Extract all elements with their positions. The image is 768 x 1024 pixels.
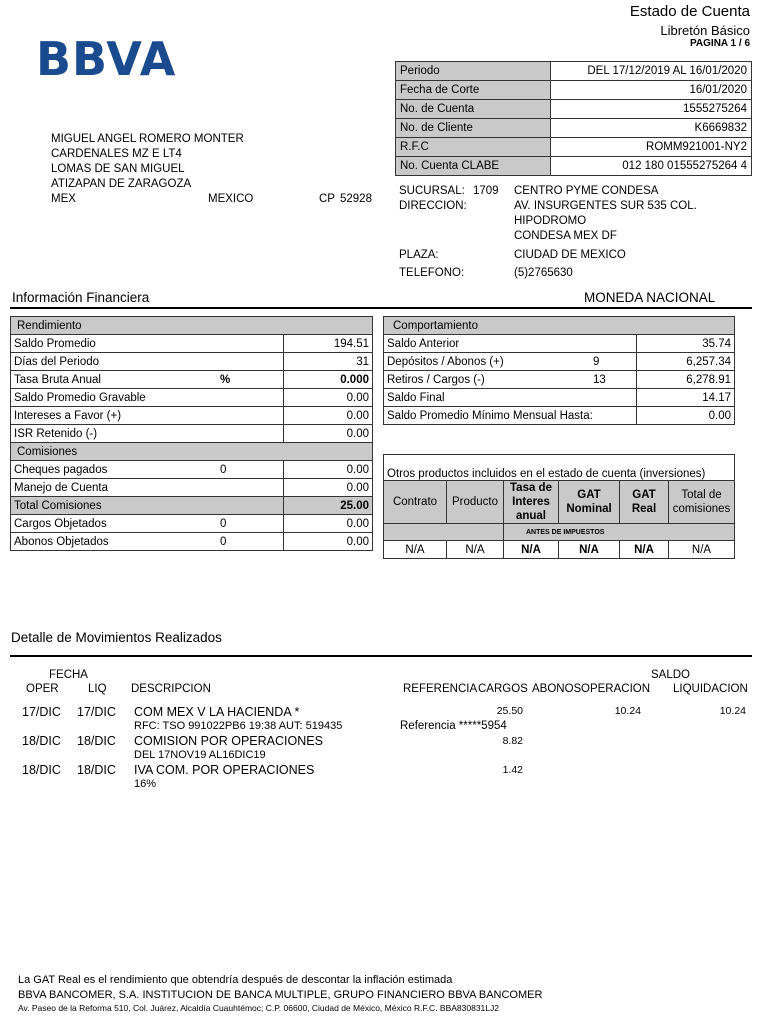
fin-value: 6,278.91 [637, 371, 735, 389]
branch-telefono: (5)2765630 [514, 267, 573, 279]
summary-label: Fecha de Corte [396, 81, 551, 100]
antes-impuestos: ANTES DE IMPUESTOS [504, 524, 735, 541]
col-abonos: ABONOS [532, 683, 582, 695]
col-gat-real: GAT Real [620, 481, 669, 524]
address-cp: 52928 [340, 193, 372, 205]
fin-label: Tasa Bruta Anual [11, 371, 218, 389]
fin-mid: % [217, 371, 284, 389]
fin-label: Saldo Anterior [384, 335, 637, 353]
row-description-detail: RFC: TSO 991022PB6 19:38 AUT: 519435 [134, 720, 343, 732]
comportamiento-header: Comportamiento [384, 317, 735, 335]
address-municipality: ATIZAPAN DE ZARAGOZA [51, 178, 192, 190]
row-oper-date: 18/DIC [22, 734, 61, 748]
col-gat-nominal: GAT Nominal [559, 481, 620, 524]
fin-value: 0.00 [284, 389, 373, 407]
document-subtitle: Libretón Básico [660, 23, 750, 38]
col-total-comisiones: Total de comisiones [669, 481, 735, 524]
col-producto: Producto [447, 481, 504, 524]
summary-value: 012 180 01555275264 4 [551, 157, 752, 176]
branch-sucursal-name: CENTRO PYME CONDESA [514, 185, 659, 197]
col-liquidacion: LIQUIDACION [673, 683, 748, 695]
fin-value: 6,257.34 [637, 353, 735, 371]
row-description-detail: 16% [134, 778, 157, 790]
summary-value: 16/01/2020 [551, 81, 752, 100]
otros-title: Otros productos incluidos en el estado de cuenta (inversiones) [384, 455, 735, 481]
col-oper: OPER [26, 683, 59, 695]
row-description: COM MEX V LA HACIENDA * [134, 705, 300, 719]
row-cargo: 8.82 [502, 735, 523, 747]
otros-cell: N/A [384, 541, 447, 559]
fin-value: 25.00 [284, 497, 373, 515]
summary-value: DEL 17/12/2019 AL 16/01/2020 [551, 62, 752, 81]
rendimiento-header: Rendimiento [11, 317, 373, 335]
branch-plaza-label: PLAZA: [399, 249, 439, 261]
document-title: Estado de Cuenta [629, 3, 750, 20]
col-descripcion: DESCRIPCION [131, 683, 211, 695]
fin-value: 14.17 [637, 389, 735, 407]
summary-value: K6669832 [551, 119, 752, 138]
fin-label: Intereses a Favor (+) [11, 407, 284, 425]
address-state: MEXICO [208, 193, 254, 205]
fin-value: 0.00 [284, 479, 373, 497]
branch-sucursal-label: SUCURSAL: [399, 185, 465, 197]
footer-gat-note: La GAT Real es el rendimiento que obtendría después de descontar la inflación estimada [18, 974, 453, 986]
fin-value: 0.00 [637, 407, 735, 425]
branch-plaza: CIUDAD DE MEXICO [514, 249, 626, 261]
fin-label: Saldo Final [384, 389, 637, 407]
movements-title: Detalle de Movimientos Realizados [11, 630, 222, 645]
fin-value: 0.000 [284, 371, 373, 389]
branch-sucursal-number: 1709 [473, 185, 499, 197]
fin-label: Días del Periodo [11, 353, 284, 371]
summary-label: No. de Cuenta [396, 100, 551, 119]
row-oper-date: 18/DIC [22, 763, 61, 777]
fin-count: 13 [590, 371, 637, 389]
row-cargo: 1.42 [502, 764, 523, 776]
address-cp-label: CP [319, 193, 335, 205]
fin-label: Manejo de Cuenta [11, 479, 284, 497]
summary-label: No. de Cliente [396, 119, 551, 138]
col-tasa: Tasa de Interes anual [504, 481, 559, 524]
bbva-logo: BBVA [36, 32, 177, 86]
branch-direccion-label: DIRECCION: [399, 200, 467, 212]
row-description: IVA COM. POR OPERACIONES [134, 763, 315, 777]
fin-value: 0.00 [284, 515, 373, 533]
fin-label: Saldo Promedio Gravable [11, 389, 284, 407]
col-liq: LIQ [88, 683, 107, 695]
fin-value: 0.00 [284, 461, 373, 479]
fin-label: ISR Retenido (-) [11, 425, 284, 443]
branch-telefono-label: TELEFONO: [399, 267, 465, 279]
address-country: MEX [51, 193, 76, 205]
col-cargos: CARGOS [478, 683, 528, 695]
branch-direccion-line1: AV. INSURGENTES SUR 535 COL. HIPODROMO [514, 200, 697, 227]
fin-value: 194.51 [284, 335, 373, 353]
branch-direccion-line2: CONDESA MEX DF [514, 230, 617, 242]
col-saldo: SALDO [651, 669, 690, 681]
row-saldo-operacion: 10.24 [614, 705, 641, 717]
summary-label: R.F.C [396, 138, 551, 157]
summary-label: Periodo [396, 62, 551, 81]
fin-label: Depósitos / Abonos (+) [384, 353, 591, 371]
row-oper-date: 17/DIC [22, 705, 61, 719]
summary-value: 1555275264 [551, 100, 752, 119]
row-reference: Referencia *****5954 [400, 720, 507, 732]
fin-count: 9 [590, 353, 637, 371]
row-description: COMISION POR OPERACIONES [134, 734, 323, 748]
comisiones-header: Comisiones [11, 443, 373, 461]
row-liq-date: 18/DIC [77, 734, 116, 748]
fin-label: Abonos Objetados [11, 533, 218, 551]
fin-label: Cheques pagados [11, 461, 218, 479]
address-colony: LOMAS DE SAN MIGUEL [51, 163, 185, 175]
fin-label: Saldo Promedio Mínimo Mensual Hasta: [384, 407, 637, 425]
row-liq-date: 18/DIC [77, 763, 116, 777]
otros-cell: N/A [669, 541, 735, 559]
fin-value: 31 [284, 353, 373, 371]
row-liq-date: 17/DIC [77, 705, 116, 719]
col-fecha: FECHA [49, 669, 88, 681]
fin-label: Cargos Objetados [11, 515, 218, 533]
fin-label: Retiros / Cargos (-) [384, 371, 591, 389]
otros-cell: N/A [447, 541, 504, 559]
otros-cell: N/A [620, 541, 669, 559]
fin-value: 35.74 [637, 335, 735, 353]
otros-cell: N/A [559, 541, 620, 559]
fin-value: 0.00 [284, 407, 373, 425]
fin-value: 0.00 [284, 533, 373, 551]
financial-info-title: Información Financiera [12, 290, 150, 305]
row-description-detail: DEL 17NOV19 AL16DIC19 [134, 749, 266, 761]
customer-name: MIGUEL ANGEL ROMERO MONTER [51, 133, 244, 145]
fin-value: 0.00 [284, 425, 373, 443]
fin-count: 0 [217, 461, 284, 479]
fin-label: Total Comisiones [11, 497, 284, 515]
col-referencia: REFERENCIA [403, 683, 478, 695]
fin-count: 0 [217, 515, 284, 533]
fin-label: Saldo Promedio [11, 335, 284, 353]
address-street: CARDENALES MZ E LT4 [51, 148, 182, 160]
fin-count: 0 [217, 533, 284, 551]
col-operacion: OPERACION [581, 683, 651, 695]
page-number: PAGINA 1 / 6 [689, 38, 750, 49]
col-contrato: Contrato [384, 481, 447, 524]
footer-bank-address: Av. Paseo de la Reforma 510, Col. Juárez, Alcaldía Cuauhtémoc; C.P. 06600, Ciudad de México, México R.F.C. BBA830831LJ2 [18, 1003, 499, 1013]
summary-label: No. Cuenta CLABE [396, 157, 551, 176]
otros-cell: N/A [504, 541, 559, 559]
row-cargo: 25.50 [496, 705, 523, 717]
footer-bank-name: BBVA BANCOMER, S.A. INSTITUCION DE BANCA MULTIPLE, GRUPO FINANCIERO BBVA BANCOMER [18, 989, 543, 1001]
summary-value: ROMM921001-NY2 [551, 138, 752, 157]
row-saldo-liquidacion: 10.24 [719, 705, 746, 717]
currency-label: MONEDA NACIONAL [584, 290, 716, 305]
